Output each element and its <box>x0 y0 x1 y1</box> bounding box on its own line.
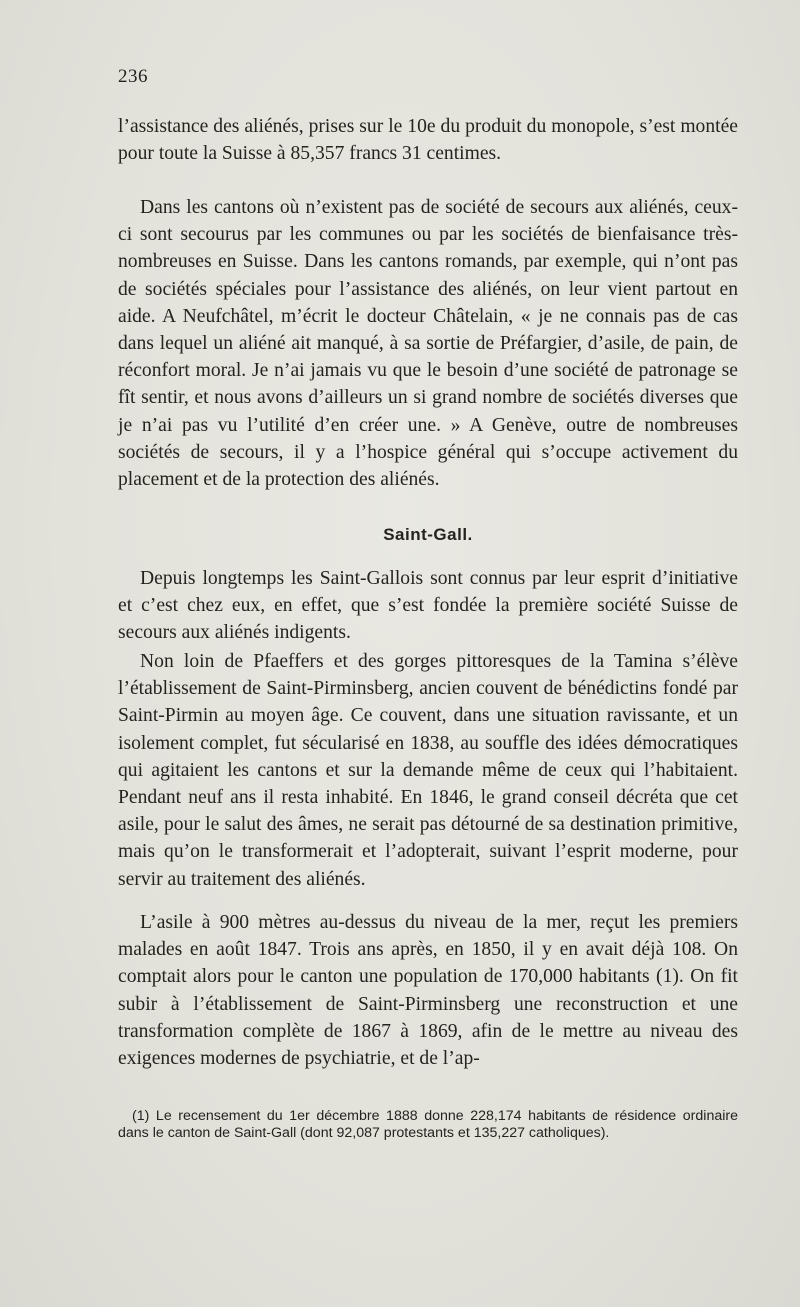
paragraph-text: L’asile à 900 mètres au-dessus du niveau de la mer, reçut les premiers malades en août 1847. Trois ans après, en 1850, il y en avait déjà 108. On comptait alors pour le canton une population de 170,000 habitants (1). On fit subir à l’établissement de Saint-Pirminsberg une reconstruction et une transformation complète de 1867 à 1869, afin de le mettre au niveau des exigences modernes de psychiatrie, et de l’ap- <box>118 912 738 1070</box>
paragraph-saint-gallois <box>118 565 738 647</box>
paragraph-cantons <box>118 194 738 493</box>
paragraph-asile <box>118 909 738 1072</box>
footnote <box>118 1108 738 1142</box>
page-number: 236 <box>118 66 148 87</box>
paragraph-pirminsberg <box>118 648 738 893</box>
section-heading: Saint-Gall. <box>383 525 473 544</box>
footnote-text: (1) Le recensement du 1er décembre 1888 donne 228,174 habitants de résidence ordinaire dans le canton de Saint-Gall (dont 92,087 protestants et 135,227 catholiques). <box>118 1108 738 1141</box>
paragraph-text: l’assistance des aliénés, prises sur le 10e du produit du monopole, s’est montée pour toute la Suisse à 85,357 francs 31 centimes. <box>118 116 738 165</box>
paragraph-text: Dans les cantons où n’existent pas de société de secours aux aliénés, ceux-ci sont secourus par les communes ou par les sociétés de bienfaisance très-nombreuses en Suisse. Dans les cantons romands, par exemple, qui n’ont pas de sociétés spéciales pour l’assistance des aliénés, on leur vient partout en aide. A Neufchâtel, m’écrit le docteur Châtelain, « je ne connais pas de cas dans lequel un aliéné ait manqué, à sa sortie de Préfargier, d’asile, de pain, de réconfort moral. Je n’ai jamais vu que le besoin d’une société de patronage se fît sentir, et nous avons d’ailleurs un si grand nombre de sociétés diverses que je n’ai pas vu l’utilité d’en créer une. » A Genève, outre de nombreuses sociétés de secours, il y a l’hospice général qui s’occupe activement du placement et de la protection des aliénés. <box>118 197 738 491</box>
paragraph-monopole <box>118 113 738 167</box>
paragraph-text: Non loin de Pfaeffers et des gorges pittoresques de la Tamina s’élève l’établissement de Saint-Pirminsberg, ancien couvent de bénédictins fondé par Saint-Pirmin au moyen âge. Ce couvent, dans une situation ravissante, et un isolement complet, fut sécularisé en 1838, au souffle des idées démocratiques qui agitaient les cantons et sur la demande même de ceux qui l’habitaient. Pendant neuf ans il resta inhabité. En 1846, le grand conseil décréta que cet asile, pour le salut des âmes, ne serait pas détourné de sa destination primitive, mais qu’on le transformerait et l’adopterait, suivant l’esprit moderne, pour servir au traitement des aliénés. <box>118 651 738 890</box>
paragraph-text: Depuis longtemps les Saint-Gallois sont connus par leur esprit d’initiative et c’est chez eux, en effet, que s’est fondée la première société Suisse de secours aux aliénés indigents. <box>118 568 738 644</box>
